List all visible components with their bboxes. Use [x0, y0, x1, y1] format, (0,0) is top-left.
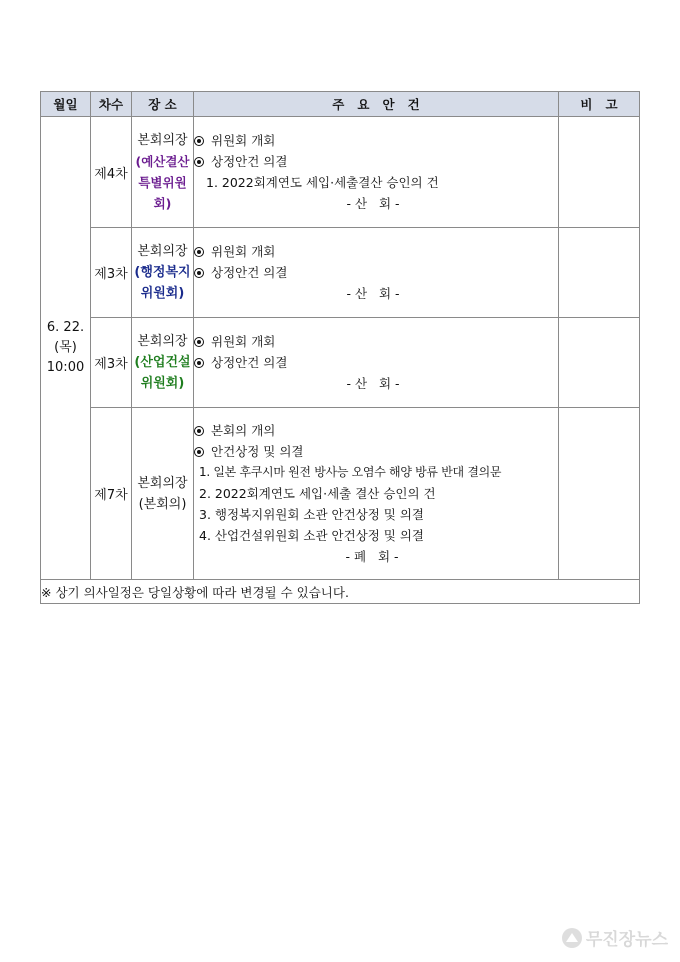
bullet-icon	[194, 136, 204, 146]
bullet-icon	[194, 337, 204, 347]
agenda-item-text: 위원회 개회	[211, 133, 276, 148]
agenda-item-text: 위원회 개회	[211, 334, 276, 349]
committee-name: (예산결산	[135, 154, 190, 169]
agenda-item-text: 안건상정 및 의결	[211, 444, 304, 459]
agenda-item	[194, 331, 558, 352]
note-cell	[559, 117, 640, 228]
place-name: 본회의장	[137, 475, 188, 491]
note-cell	[559, 228, 640, 318]
agenda-item-text: 위원회 개회	[211, 244, 276, 259]
place-name: 본회의장	[137, 244, 188, 259]
place-name: 본회의장	[137, 334, 188, 349]
table-row	[41, 408, 640, 580]
agenda-item-text: 본회의 개의	[211, 423, 276, 438]
bullet-icon	[194, 426, 204, 436]
place-cell	[132, 318, 194, 408]
agenda-cell	[194, 228, 559, 318]
agenda-subitem: 2. 2022회계연도 세입·세출 결산 승인의 건	[199, 486, 436, 501]
news-logo-icon	[562, 928, 582, 948]
header-round: 차수	[91, 92, 132, 117]
bullet-icon	[194, 268, 204, 278]
agenda-item	[194, 151, 558, 172]
table-row	[41, 318, 640, 408]
footnote: ※ 상기 의사일정은 당일상황에 따라 변경될 수 있습니다.	[41, 580, 640, 604]
table-row	[41, 117, 640, 228]
closing-text: - 산 회 -	[346, 286, 400, 301]
committee-name: 특별위원회)	[138, 175, 187, 211]
agenda-subitem: 4. 산업건설위원회 소관 안건상정 및 의결	[199, 528, 424, 543]
agenda-cell	[194, 318, 559, 408]
agenda-item	[194, 441, 556, 462]
closing-text: - 폐 회 -	[345, 549, 399, 564]
agenda-item-text: 상정안건 의결	[211, 154, 288, 169]
header-agenda: 주 요 안 건	[194, 92, 559, 117]
place-name: 본회의장	[137, 133, 188, 148]
header-date: 월일	[41, 92, 91, 117]
bullet-icon	[194, 358, 204, 368]
place-cell	[132, 228, 194, 318]
agenda-subitem: 1. 2022회계연도 세입·세출결산 승인의 건	[206, 175, 439, 190]
agenda-cell	[194, 117, 559, 228]
watermark-text: 무진장뉴스	[585, 930, 668, 950]
date-line: 6. 22.	[46, 320, 85, 335]
committee-name: (산업건설	[134, 355, 191, 370]
header-row	[41, 92, 640, 117]
agenda-item-text: 상정안건 의결	[211, 265, 288, 280]
round-cell: 제3차	[91, 318, 132, 408]
watermark	[562, 925, 668, 950]
bullet-icon	[194, 157, 204, 167]
agenda-item	[194, 241, 558, 262]
round-cell: 제4차	[91, 117, 132, 228]
bullet-icon	[194, 447, 204, 457]
table-row	[41, 228, 640, 318]
header-place: 장 소	[132, 92, 194, 117]
round-cell: 제7차	[91, 408, 132, 580]
committee-name: 위원회)	[140, 376, 185, 391]
closing-text: - 산 회 -	[346, 376, 400, 391]
agenda-item	[194, 420, 556, 441]
committee-name: (행정복지	[134, 265, 191, 280]
round-cell: 제3차	[91, 228, 132, 318]
agenda-item	[194, 130, 558, 151]
date-cell	[41, 117, 91, 580]
place-cell	[132, 408, 194, 580]
closing-text: - 산 회 -	[346, 196, 400, 211]
time-line: 10:00	[46, 360, 85, 375]
agenda-cell	[194, 408, 559, 580]
note-cell	[559, 318, 640, 408]
footnote-row	[41, 580, 640, 604]
weekday-line: (목)	[54, 340, 77, 355]
committee-name: 위원회)	[140, 286, 185, 301]
agenda-item	[194, 262, 558, 283]
agenda-subitem: 1. 일본 후쿠시마 원전 방사능 오염수 해양 방류 반대 결의문	[199, 465, 502, 479]
agenda-subitem: 3. 행정복지위원회 소관 안건상정 및 의결	[199, 507, 424, 522]
committee-name: (본회의)	[138, 496, 187, 512]
bullet-icon	[194, 247, 204, 257]
place-cell	[132, 117, 194, 228]
agenda-item-text: 상정안건 의결	[211, 355, 288, 370]
agenda-item	[194, 352, 558, 373]
note-cell	[559, 408, 640, 580]
header-note: 비 고	[559, 92, 640, 117]
schedule-table	[40, 91, 640, 604]
